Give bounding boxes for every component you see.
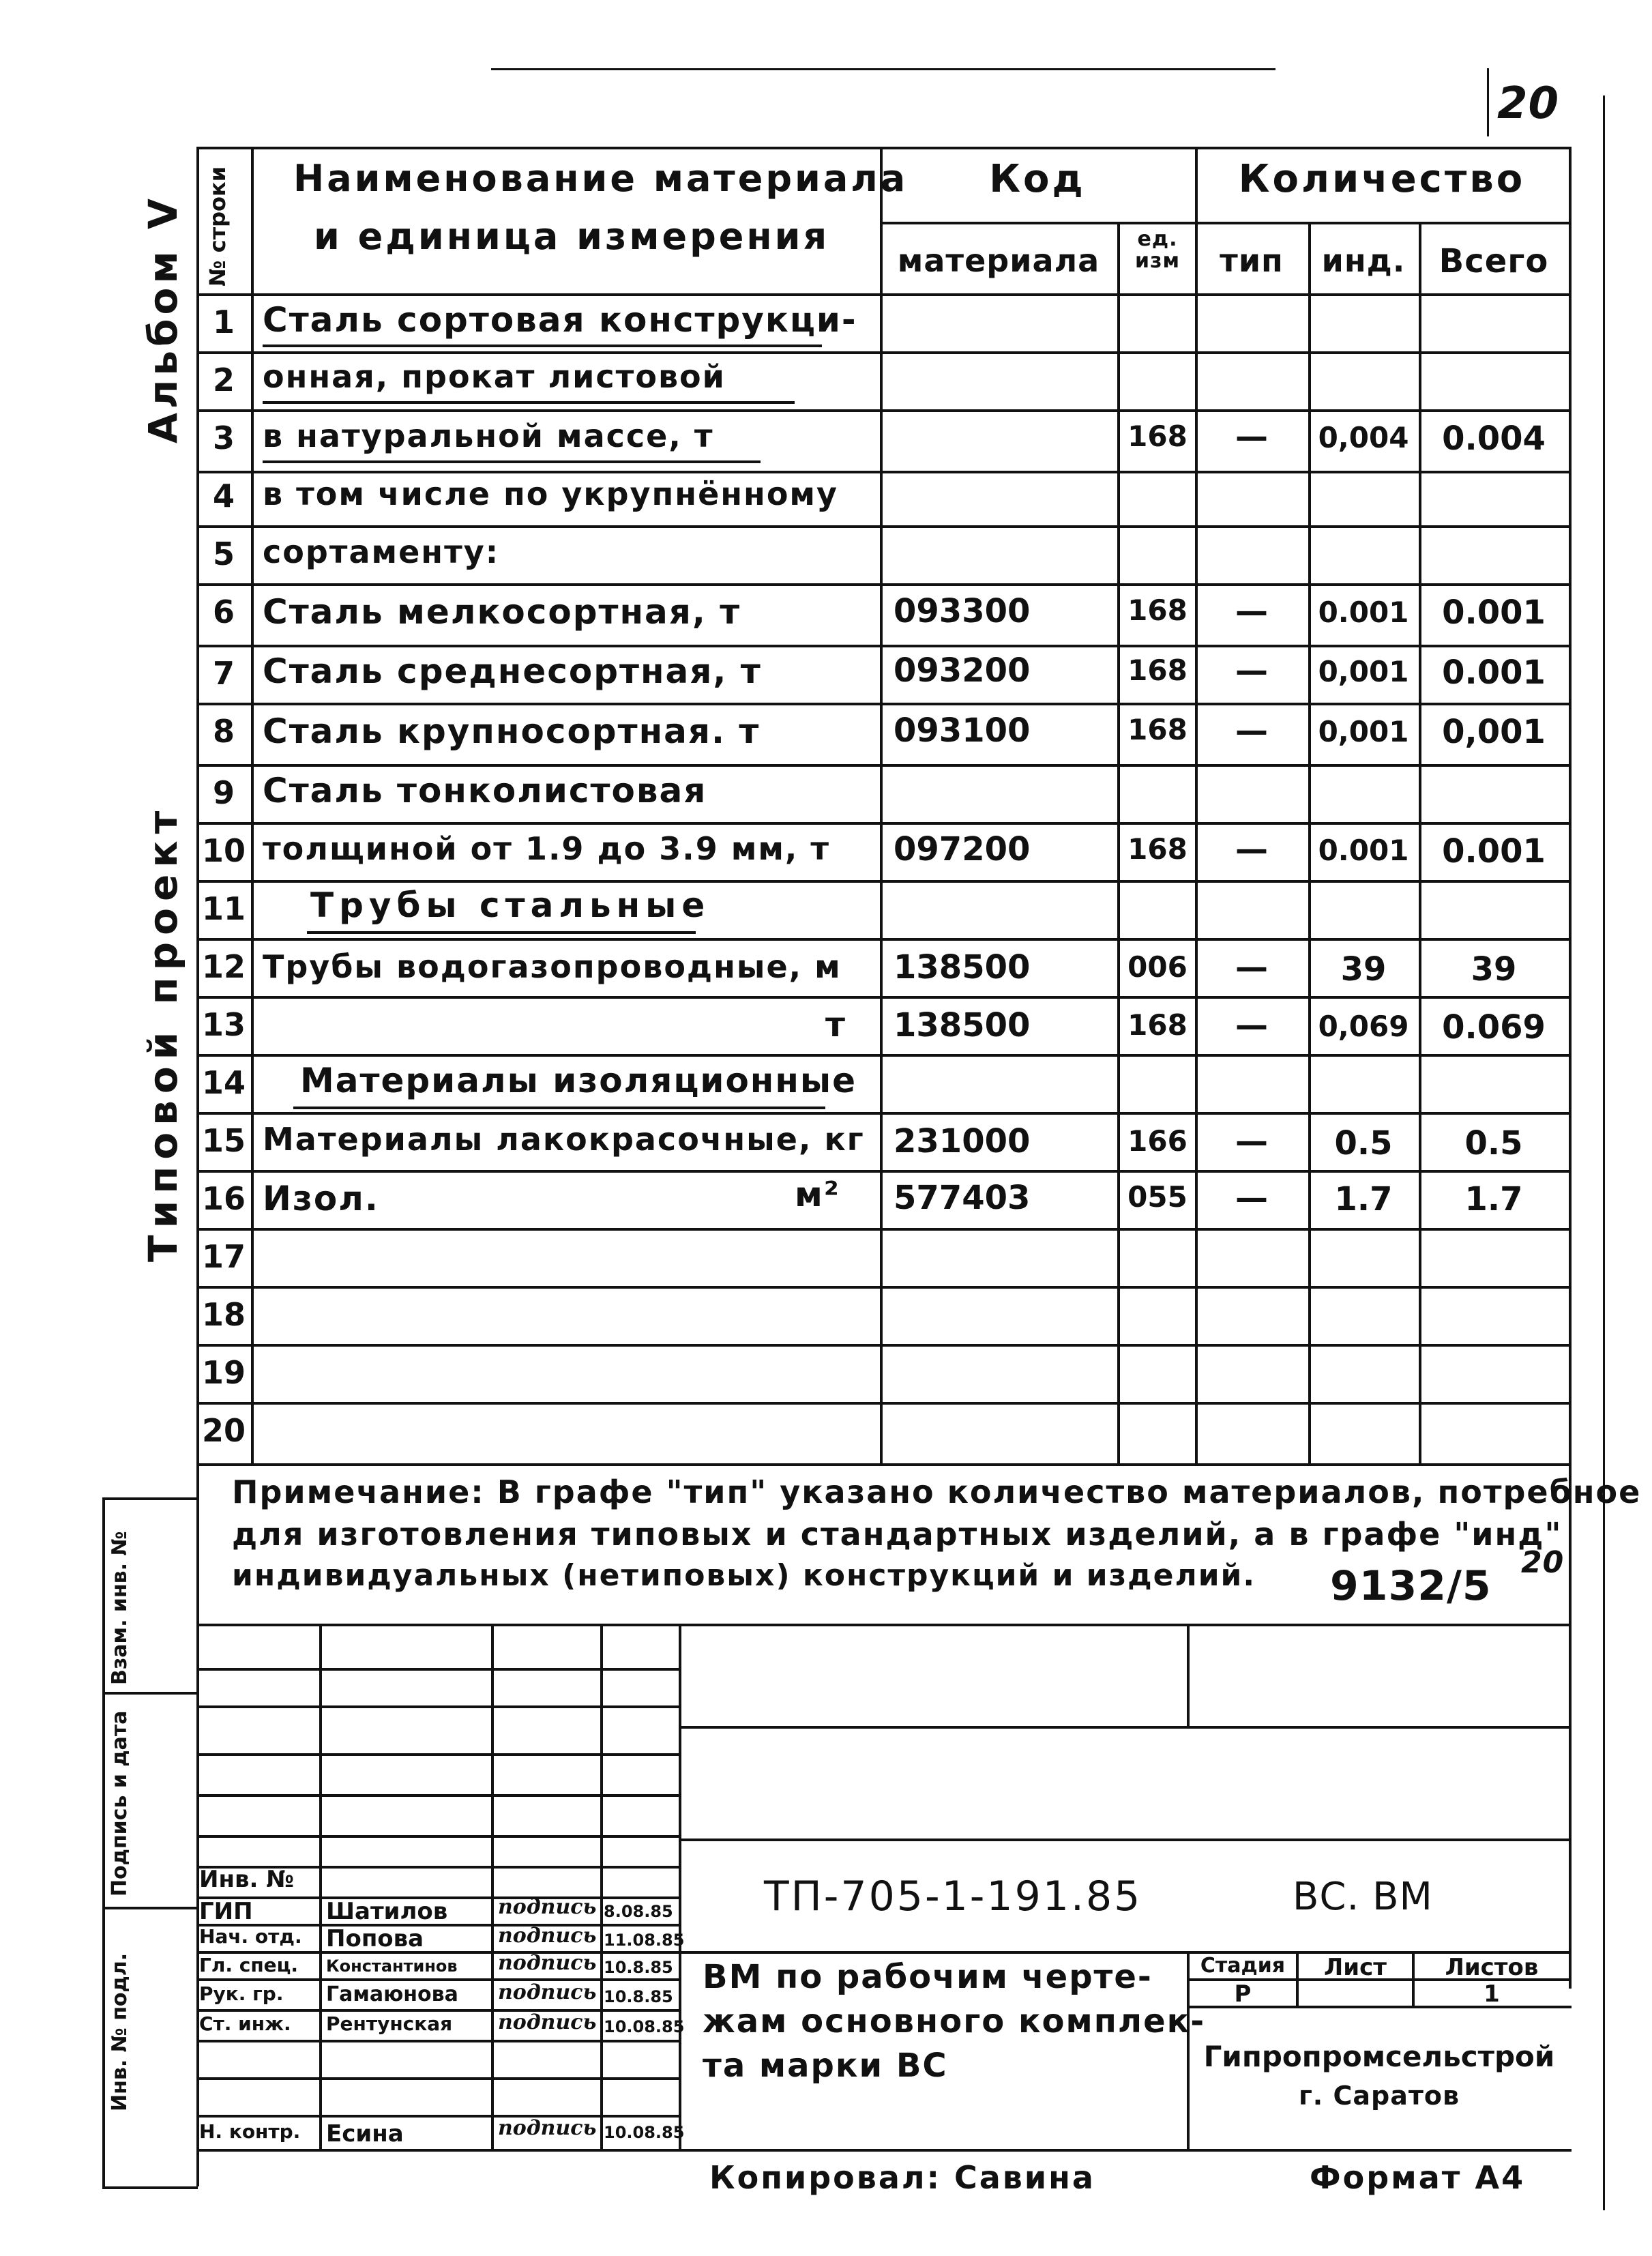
tb-line	[196, 1835, 681, 1838]
row-number: 20	[201, 1412, 246, 1449]
stamp-strip-bottom	[102, 2186, 198, 2189]
note-doc-sheet: 20	[1521, 1545, 1565, 1580]
tb-line	[196, 1753, 681, 1756]
tb-line	[196, 2077, 681, 2080]
material-name: Сталь сортовая конструкци-	[263, 300, 857, 340]
row-line-19	[196, 1402, 1572, 1405]
person-name: Шатилов	[326, 1898, 448, 1925]
row-line-12	[196, 996, 1572, 999]
signature: подпись	[498, 2010, 597, 2034]
material-name-unit: м²	[795, 1175, 840, 1214]
role: Гл. спец.	[199, 1954, 299, 1976]
material-code: 093300	[894, 592, 1031, 630]
description-line-1: ВМ по рабочим черте-	[703, 1958, 1153, 1996]
sign-date: 11.08.85	[604, 1931, 685, 1950]
person-name: Гамаюнова	[326, 1982, 458, 2006]
material-name: сортаменту:	[263, 533, 500, 570]
description-line-2: жам основного комплек-	[703, 2002, 1206, 2040]
row-line-8	[196, 764, 1572, 767]
qty-type: —	[1235, 1179, 1268, 1217]
description-line-3: та марки ВС	[703, 2047, 948, 2085]
header-name-line1: Наименование материала	[293, 157, 909, 200]
qty-total: 1.7	[1464, 1180, 1523, 1218]
col-total-right	[1569, 147, 1572, 1989]
row-number: 16	[201, 1180, 246, 1217]
col-unit-right	[1195, 147, 1198, 1463]
underline	[263, 460, 761, 463]
qty-total: 0.001	[1442, 654, 1546, 692]
material-name: Трубы стальные	[310, 885, 711, 925]
qty-type: —	[1235, 651, 1268, 690]
material-name: в том числе по укрупнённому	[263, 475, 839, 512]
tb-line	[679, 1726, 1572, 1729]
person-name: Попова	[326, 1925, 424, 1952]
stamp-strip-sep2	[102, 1907, 198, 1909]
header-code-material: материала	[897, 242, 1100, 279]
person-name: Константинов	[326, 1957, 458, 1976]
project-label: Типовой проект	[140, 804, 186, 1262]
person-name: Рентунская	[326, 2012, 453, 2035]
header-bottom	[196, 293, 1572, 296]
qty-total: 0.001	[1442, 832, 1546, 870]
underline	[263, 345, 822, 347]
row-number: 7	[212, 655, 235, 692]
row-line-10	[196, 880, 1572, 883]
row-number: 6	[212, 594, 235, 630]
unit-code: 168	[1127, 420, 1188, 453]
qty-ind: 0,001	[1318, 715, 1409, 748]
tb-line	[679, 1839, 1572, 1841]
row-line-4	[196, 525, 1572, 528]
qty-ind: 0.5	[1334, 1124, 1393, 1162]
page-number-divider	[1487, 68, 1489, 136]
unit-code: 168	[1127, 594, 1188, 627]
material-name: Материалы лакокрасочные, кг	[263, 1121, 865, 1158]
signature: подпись	[498, 1980, 597, 2004]
qty-total: 0.069	[1442, 1008, 1546, 1046]
header-name-line2: и единица измерения	[314, 215, 830, 258]
material-code: 138500	[894, 1006, 1031, 1044]
header-subline	[880, 222, 1572, 224]
tb-top	[196, 1624, 1572, 1626]
doc-mark: ВС. ВМ	[1293, 1875, 1433, 1919]
qty-total: 0,001	[1442, 713, 1546, 751]
row-number: 15	[201, 1122, 246, 1159]
qty-ind: 39	[1340, 950, 1387, 988]
signature: подпись	[498, 1951, 597, 1975]
sheet-label: Лист	[1324, 1954, 1387, 1981]
signature: подпись	[498, 2116, 597, 2140]
unit-code: 055	[1127, 1180, 1188, 1214]
qty-ind: 0.001	[1318, 834, 1409, 867]
row-number: 8	[212, 713, 235, 750]
row-line-1	[196, 351, 1572, 354]
material-name: Сталь тонколистовая	[263, 771, 707, 810]
role: Н. контр.	[199, 2120, 301, 2143]
unit-code: 166	[1127, 1124, 1188, 1158]
header-quantity: Количество	[1238, 157, 1526, 201]
header-code: Код	[989, 157, 1086, 201]
tb-line	[196, 1705, 681, 1708]
signature: подпись	[498, 1924, 597, 1948]
row-line-2	[196, 409, 1572, 412]
row-number: 19	[201, 1354, 246, 1391]
qty-type: —	[1235, 712, 1268, 750]
right-page-edge	[1603, 96, 1605, 2210]
row-line-6	[196, 645, 1572, 647]
material-name: в натуральной массе, т	[263, 417, 714, 454]
tb-right-divider	[1187, 1624, 1190, 1726]
unit-code: 168	[1127, 713, 1188, 746]
row-number: 9	[212, 774, 235, 811]
row-number: 17	[201, 1238, 246, 1275]
row-line-14	[196, 1112, 1572, 1115]
note-line-2: для изготовления типовых и стандартных изделий, а в графе "инд"	[232, 1516, 1563, 1553]
row-line-5	[196, 583, 1572, 586]
sheets-label: Листов	[1445, 1954, 1539, 1981]
material-name: Изол.	[263, 1179, 379, 1218]
stamp-label-replace: Взам. инв. №	[108, 1531, 132, 1685]
qty-total: 39	[1471, 950, 1517, 988]
organization-name: Гипропромсельстрой	[1203, 2040, 1555, 2073]
organization-city: г. Саратов	[1298, 2081, 1460, 2111]
row-number: 13	[201, 1006, 246, 1043]
inv-label: Инв. №	[199, 1866, 295, 1893]
doc-code: ТП-705-1-191.85	[764, 1873, 1142, 1920]
unit-code: 168	[1127, 654, 1188, 687]
row-line-9	[196, 822, 1572, 825]
header-qty-ind: инд.	[1321, 242, 1406, 279]
row-number: 1	[212, 304, 235, 340]
material-name: Сталь среднесортная, т	[263, 651, 762, 691]
signature: подпись	[498, 1895, 597, 1919]
sign-date: 10.8.85	[604, 1958, 673, 1977]
qty-type: —	[1235, 1006, 1268, 1044]
unit-code: 006	[1127, 950, 1188, 984]
page-number: 20	[1497, 78, 1560, 129]
row-number: 2	[212, 362, 235, 398]
row-number: 10	[201, 832, 246, 869]
material-name: Сталь мелкосортная, т	[263, 592, 741, 632]
copied-by: Копировал: Савина	[709, 2159, 1095, 2196]
album-label: Альбом V	[140, 194, 186, 443]
material-code: 093100	[894, 712, 1031, 750]
material-name: Трубы водогазопроводные, м	[263, 948, 842, 985]
header-qty-total: Всего	[1439, 242, 1549, 280]
tb-col2	[491, 1624, 494, 2149]
stamp-label-sign: Подпись и дата	[108, 1710, 132, 1896]
material-code: 577403	[894, 1179, 1031, 1217]
unit-code: 168	[1127, 832, 1188, 866]
row-number: 3	[212, 420, 235, 456]
material-name: Сталь крупносортная. т	[263, 712, 761, 751]
qty-type: —	[1235, 830, 1268, 868]
role: Ст. инж.	[199, 2012, 291, 2035]
sign-date: 8.08.85	[604, 1902, 673, 1921]
stage-label: Стадия	[1200, 1954, 1286, 1978]
row-line-11	[196, 938, 1572, 941]
table-top	[196, 147, 1572, 149]
stamp-strip-sep1	[102, 1692, 198, 1695]
row-number: 4	[212, 478, 235, 514]
qty-ind: 1.7	[1334, 1180, 1393, 1218]
role: Рук. гр.	[199, 1982, 284, 2005]
material-code: 093200	[894, 651, 1031, 690]
qty-ind: 0.001	[1318, 596, 1409, 629]
role: ГИП	[199, 1898, 253, 1925]
stamp-strip-left	[102, 1497, 105, 2186]
tb-line	[196, 1794, 681, 1797]
sign-date: 10.8.85	[604, 1987, 673, 2006]
tb-bottom	[196, 2149, 1572, 2152]
row-line-7	[196, 703, 1572, 705]
row-number: 12	[201, 948, 246, 985]
underline	[307, 931, 696, 934]
sign-date: 10.08.85	[604, 2123, 685, 2142]
underline	[263, 401, 795, 404]
header-row-no: № строки	[205, 166, 231, 287]
row-line-3	[196, 471, 1572, 473]
tb-line	[196, 2115, 681, 2118]
row-line-15	[196, 1170, 1572, 1173]
header-qty-type: тип	[1220, 242, 1284, 279]
qty-type: —	[1235, 592, 1268, 630]
row-line-17	[196, 1286, 1572, 1289]
material-code: 138500	[894, 948, 1031, 986]
tb-line	[196, 2009, 681, 2012]
qty-type: —	[1235, 417, 1268, 456]
qty-ind: 0,001	[1318, 655, 1409, 688]
row-line-18	[196, 1344, 1572, 1347]
role: Нач. отд.	[199, 1925, 302, 1948]
note-doc-number: 9132/5	[1330, 1562, 1492, 1610]
unit-code: 168	[1127, 1008, 1188, 1042]
material-name: онная, прокат листовой	[263, 358, 726, 395]
qty-total: 0.5	[1464, 1124, 1523, 1162]
sign-date: 10.08.85	[604, 2017, 685, 2036]
tb-line	[196, 1668, 681, 1671]
qty-type: —	[1235, 1122, 1268, 1160]
col-name-right	[880, 147, 883, 1463]
stage-value: Р	[1234, 1980, 1252, 2008]
person-name: Есина	[326, 2120, 404, 2148]
header-code-unit: ед. изм	[1135, 227, 1180, 273]
tb-line	[196, 1978, 681, 1981]
material-name: т	[825, 1005, 846, 1044]
underline	[293, 1107, 825, 1109]
paper-format: Формат А4	[1310, 2159, 1526, 2196]
qty-ind: 0,004	[1318, 421, 1409, 454]
row-line-13	[196, 1054, 1572, 1057]
tb-col3	[600, 1624, 603, 2149]
qty-total: 0.001	[1442, 594, 1546, 632]
qty-ind: 0,069	[1318, 1010, 1409, 1043]
row-line-16	[196, 1228, 1572, 1231]
material-code: 231000	[894, 1122, 1031, 1160]
stamp-strip-top	[102, 1497, 198, 1500]
top-border-line	[491, 68, 1275, 70]
qty-total: 0.004	[1442, 420, 1546, 458]
row-number: 11	[201, 890, 246, 927]
note-line-3: индивидуальных (нетиповых) конструкций и изделий.	[232, 1558, 1256, 1593]
col-row-right	[251, 147, 254, 1463]
material-name: Материалы изоляционные	[300, 1061, 857, 1100]
material-name: толщиной от 1.9 до 3.9 мм, т	[263, 830, 831, 867]
tb-col4	[679, 1624, 681, 2149]
qty-type: —	[1235, 948, 1268, 986]
row-number: 14	[201, 1064, 246, 1101]
tb-col1	[319, 1624, 322, 2149]
sheets-value: 1	[1484, 1980, 1500, 2008]
note-line-1: Примечание: В графе "тип" указано количество материалов, потребное	[232, 1474, 1642, 1510]
material-code: 097200	[894, 830, 1031, 868]
row-number: 5	[212, 536, 235, 572]
row-number: 18	[201, 1296, 246, 1333]
row-line-20	[196, 1463, 1572, 1466]
tb-line	[196, 2040, 681, 2042]
stamp-label-inv: Инв. № подл.	[108, 1952, 132, 2111]
